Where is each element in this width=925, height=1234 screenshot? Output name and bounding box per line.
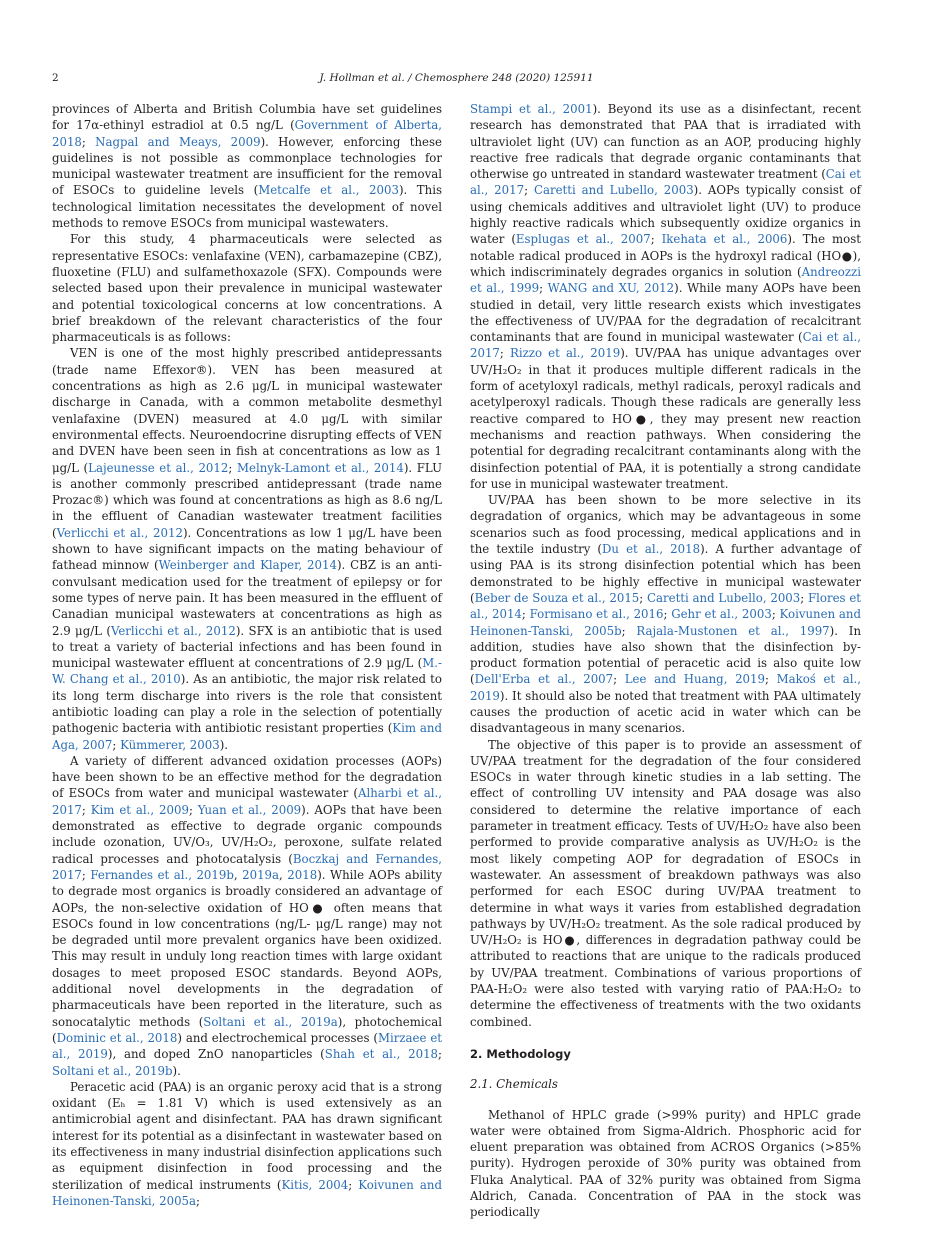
text: ; [81,802,91,817]
text: ). [219,737,229,752]
text: ; [228,460,237,475]
text: ). While AOPs ability to degrade most organics is broadly considered an advantage of AOPs, the non-selective oxidation of HO● often means that ESOCs found in low concentrations (ng/L- μg/L range) may not be degraded until more prevalent organics have been oxidized. This may result in unduly long reaction times with large oxidant dosages to meet proposed ESOC standards. Beyond AOPs, additional novel developments in the degradation of pharmaceuticals have been reported in the literature, such as sonocatalytic methods ( [52,867,442,1029]
citation-link[interactable]: Metcalfe et al., 2003 [258,183,399,198]
text: ; [764,672,777,687]
paragraph: For this study, 4 pharmaceuticals were selected as representative ESOCs: venlafaxine (VEN), carbamazepine (CBZ), fluoxetine (FLU) and sulfamethoxazole (SFX). Compounds were selected based upon their prevalence in municipal wastewater and potential toxicological concerns at low concentrations. A brief breakdown of the relevant characteristics of the four pharmaceuticals is as follows: [52,232,442,345]
citation-link[interactable]: Rizzo et al., 2019 [509,346,621,361]
right-column [470,101,861,1221]
text: ; [81,134,96,149]
citation-link[interactable]: Kitis, 2004 [281,1177,349,1192]
section-heading: 2. Methodology [470,1046,571,1061]
citation-link[interactable]: Koivunen and Heinonen-Tanski, 2005a [52,1177,442,1208]
citation-link[interactable]: WANG and XU, 2012 [547,281,675,296]
citation-link[interactable]: Du et al., 2018 [602,542,701,557]
text: ). SFX is an antibiotic that is used to treat a variety of bacterial infections and has been found in municipal wastewater effluent at concentrations of 2.9 μg/L ( [52,623,442,671]
citation-link[interactable]: Formisano et al., 2016 [529,607,664,622]
text: ). This technological limitation necessitates the development of novel methods to remove ESOCs from municipal wastewaters. [52,183,442,231]
text: ), and doped ZnO nanoparticles ( [107,1047,325,1062]
text: ; [112,737,121,752]
citation-link[interactable]: Caretti and Lubello, 2003 [647,590,801,605]
paragraph [52,753,442,1079]
paragraph: The objective of this paper is to provide an assessment of UV/PAA treatment for the degradation of the four considered ESOCs in water through kinetic studies in a lab setting. The effect of controlling UV intensity and PAA dosage was also considered to determine the relative importance of each parameter in treatment efficacy. Tests of UV/H₂O₂ have also been performed to provide comparative analysis as UV/H₂O₂ is the most likely competing AOP for degradation of ESOCs in wastewater. An assessment of breakdown pathways was also performed for each ESOC during UV/PAA treatment to determine in what ways it varies from established degradation pathways by UV/H₂O₂ treatment. As the sole radical produced by UV/H₂O₂ is HO●, differences in degradation pathway could be attributed to reactions that are unique to the radicals produced by UV/PAA treatment. Combinations of various proportions of PAA-H₂O₂ were also tested with varying ratio of PAA:H₂O₂ to determine the effectiveness of treatments with the two oxidants combined. [470,737,861,1029]
citation-link[interactable]: Alharbi et al., 2017 [52,786,442,817]
citation-link[interactable]: Gehr et al., 2003 [671,607,772,622]
citation-link[interactable]: Beber de Souza et al., 2015 [474,590,640,605]
citation-link[interactable]: Government of Alberta, 2018 [52,118,442,149]
text: , [233,867,243,882]
text: ; [650,232,662,247]
text: ; [499,346,510,361]
text: ; [800,590,808,605]
citation-link[interactable]: Yuan et al., 2009 [197,802,302,817]
running-header [52,72,861,88]
text: ). Concentrations as low 1 μg/L have been shown to have significant impacts on the mating behaviour of fathead minnow ( [52,525,442,573]
citation-link[interactable]: Makoś et al., 2019 [470,672,862,703]
citation-link[interactable]: Fernandes et al., 2019b [90,867,234,882]
text: ; [521,607,530,622]
citation-link[interactable]: Kim and Aga, 2007 [52,721,442,752]
text: ). Beyond its use as a disinfectant, recent research has demonstrated that PAA that is irradiated with ultraviolet light (UV) can function as an AOP, producing highly reactive free radicals that degrade organic contaminants that otherwise go untreated in standard wastewater treatment ( [470,102,861,182]
citation-link[interactable]: Flores et al., 2014 [470,590,862,622]
text: ). AOPs typically consist of using chemicals additives and ultraviolet light (UV) to produce highly reactive radicals which subsequently oxidize organics in water ( [470,183,861,247]
citation-link[interactable]: 2019a [242,867,280,882]
citation-link[interactable]: Rajala-Mustonen et al., 1997 [636,623,830,638]
paragraph [52,1079,442,1209]
citation-link[interactable]: Verlicchi et al., 2012 [56,525,183,540]
citation-link[interactable]: Boczkaj and Fernandes, 2017 [52,851,442,882]
citation-link[interactable]: Weinberger and Klaper, 2014 [158,558,337,573]
text: A variety of different advanced oxidation processes (AOPs) have been shown to be an effective method for the degradation of ESOCs from water and municipal wastewater ( [52,753,442,801]
left-column [52,101,442,1209]
text: ) and electrochemical processes ( [177,1030,378,1045]
text: ). FLU is another commonly prescribed antidepressant (trade name Prozac®) which was found at concentrations as high as 8.6 ng/L in the effluent of Canadian wastewater treatment facilities ( [52,460,442,540]
text: UV/PAA has been shown to be more selective in its degradation of organics, which may be advantageous in some scenarios such as food processing, medical applications and in the textile industry ( [470,493,861,557]
text: ; [348,1177,359,1192]
citation-link[interactable]: Stampi et al., 2001 [470,102,593,116]
citation-link[interactable]: Mirzaee et al., 2019 [52,1030,443,1062]
text: ; [196,1193,200,1208]
paragraph [52,345,442,752]
text: ). AOPs that have been demonstrated as effective to degrade organic compounds include ozonation, UV/O₃, UV/H₂O₂, peroxone, sulfate related radical processes and photocatalysis ( [52,802,442,866]
text: ). [172,1063,181,1078]
text: ; [663,607,672,622]
paragraph [470,492,861,736]
page-number: 2 [52,72,59,84]
text: ; [188,802,198,817]
text: , [279,867,288,882]
text: ). A further advantage of using PAA is its strong disinfection potential which has been demonstrated to be highly effective in municipal wastewater ( [470,542,861,605]
text: Peracetic acid (PAA) is an organic peroxy acid that is a strong oxidant (Eₕ = 1.81 V) which is used extensively as an antimicrobial agent and disinfectant. PAA has drawn significant interest for its potential as a disinfectant in wastewater based on its effectiveness in many industrial disinfection applications such as equipment disinfection in food processing and the sterilization of medical instruments ( [52,1079,442,1192]
paragraph: Methanol of HPLC grade (>99% purity) and HPLC grade water were obtained from Sigma-Aldrich. Phosphoric acid for eluent preparation was obtained from ACROS Organics (>85% purity). Hydrogen peroxide of 30% purity was obtained from Fluka Analytical. PAA of 32% purity was obtained from Sigma Aldrich, Canada. Concentration of PAA in the stock was periodically [470,1107,861,1220]
text: ; [621,623,637,638]
text: ). However, enforcing these guidelines is not possible as commonplace technologies for municipal wastewater treatment are insufficient for the removal of ESOCs to guideline levels ( [52,134,442,198]
text: ; [539,281,548,296]
text: ; [524,183,534,198]
text: ; [771,607,780,622]
text: ). It should also be noted that treatment with PAA ultimately causes the production of acetic acid in water which can be disadvantageous in many scenarios. [470,688,861,736]
text: ). CBZ is an anti-convulsant medication used for the treatment of epilepsy or for some types of nerve pain. It has been measured in the effluent of Canadian municipal wastewaters at concentrations as high as 2.9 μg/L ( [52,558,442,638]
text: ). The most notable radical produced in AOPs is the hydroxyl radical (HO●), which indiscriminately degrades organics in solution ( [470,232,861,279]
text: ). In addition, studies have also shown that the disinfection by-product formation potential of peracetic acid is also quite low ( [470,623,862,687]
citation-link[interactable]: Cai et al., 2017 [470,167,861,198]
citation-link[interactable]: Esplugas et al., 2007 [515,232,651,247]
citation-link[interactable]: M.-W. Chang et al., 2010 [52,656,442,687]
text: ), photochemical ( [52,1014,442,1045]
paragraph [52,101,442,231]
citation-link[interactable]: Dell'Erba et al., 2007 [474,672,614,687]
text: ). While many AOPs have been studied in detail, very little research exists which investigates the effectiveness of UV/PAA for the degradation of recalcitrant contaminants that are found in municipal wastewater ( [470,281,861,345]
citation-link[interactable]: 2018 [287,867,318,882]
citation-link[interactable]: Cai et al., 2017 [470,330,862,361]
citation-link[interactable]: Dominic et al., 2018 [56,1030,178,1045]
text: ; [438,1047,442,1062]
citation-link[interactable]: Soltani et al., 2019b [52,1063,173,1078]
citation-link[interactable]: Andreozzi et al., 1999 [470,264,861,296]
text: ; [81,867,91,882]
text: ; [613,672,625,687]
citation-link[interactable]: Kümmerer, 2003 [120,737,220,752]
citation-link[interactable]: Lee and Huang, 2019 [624,672,765,687]
paragraph [470,101,861,492]
text: ). As an antibiotic, the major risk related to its long term discharge into rivers is the role that consistent antibiotic loading can play a role in the selection of potentially pathogenic bacteria with antibiotic resistant properties ( [52,672,442,736]
citation-link[interactable]: Soltani et al., 2019a [203,1014,338,1029]
subsection-heading: 2.1. Chemicals [470,1077,558,1092]
text: VEN is one of the most highly prescribed antidepressants (trade name Effexor®). VEN has been measured at concentrations as high as 2.6 μg/L in municipal wastewater discharge in Canada, with a common metabolite desmethyl venlafaxine (DVEN) measured at 4.0 μg/L with similar environmental effects. Neuroendocrine disrupting effects of VEN and DVEN have been seen in fish at concentrations as low as 1 μg/L ( [52,346,442,475]
citation-link[interactable]: Ikehata et al., 2006 [661,232,788,247]
citation-link[interactable]: Caretti and Lubello, 2003 [533,183,694,198]
citation-link[interactable]: Melnyk-Lamont et al., 2014 [236,460,404,475]
citation-link[interactable]: Nagpal and Meays, 2009 [95,134,261,149]
citation-link[interactable]: Verlicchi et al., 2012 [110,623,236,638]
citation-link[interactable]: Lajeunesse et al., 2012 [88,460,229,475]
text: ; [639,590,648,605]
text: ). UV/PAA has unique advantages over UV/H₂O₂ in that it produces multiple different radicals in the form of acetyloxyl radicals, methyl radicals, peroxyl radicals and acetylperoxyl radicals. Though these radicals are generally less reactive compared to HO●, they may present new reaction mechanisms and reaction pathways. When considering the potential for degrading recalcitrant contaminants along with the disinfection potential of PAA, it is potentially a strong candidate for use in municipal wastewater treatment. [470,346,861,491]
citation-link[interactable]: Shah et al., 2018 [324,1047,439,1062]
text: provinces of Alberta and British Columbia have set guidelines for 17α-ethinyl estradiol at 0.5 ng/L ( [52,102,442,133]
running-title: J. Hollman et al. / Chemosphere 248 (2020) 125911 [319,72,594,84]
citation-link[interactable]: Koivunen and Heinonen-Tanski, 2005b [470,607,861,638]
citation-link[interactable]: Kim et al., 2009 [90,802,189,817]
